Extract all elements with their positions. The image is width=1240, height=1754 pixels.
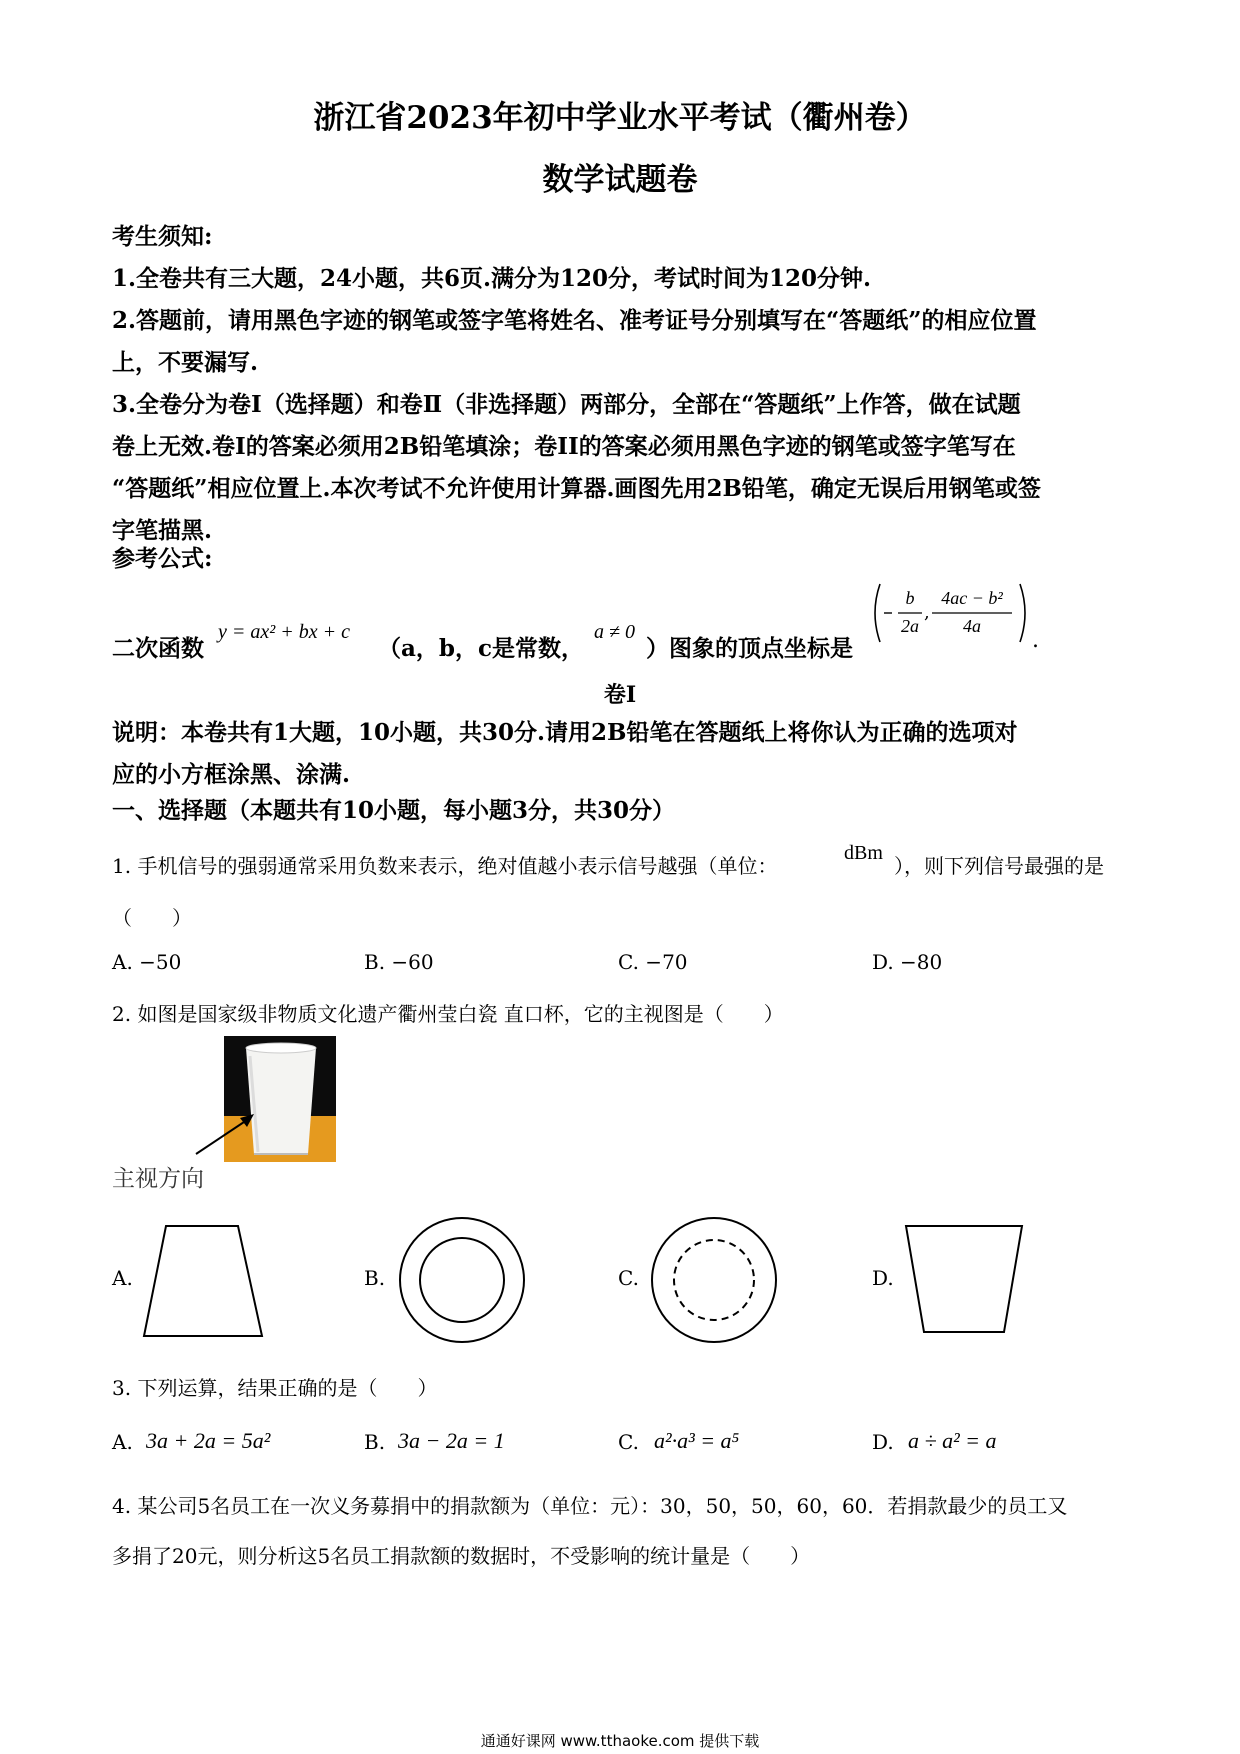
q2-option-a-label[interactable]: A. [112,1266,133,1290]
q2-option-d-inverted-trapezoid[interactable] [904,1224,1024,1336]
q3-option-a-expr[interactable]: 3a + 2a = 5a² [146,1428,271,1453]
q3-option-b-expr[interactable]: 3a − 2a = 1 [398,1428,505,1453]
q3-option-c-expr[interactable]: a²·a³ = a⁵ [654,1428,740,1453]
formula-condition: a ≠ 0 [594,621,635,643]
formula-period: . [1032,628,1039,653]
formula-mid: （a，b，c是常数， [378,635,584,662]
q2-option-d-label[interactable]: D. [872,1266,894,1290]
notice-item-3-line2: 卷上无效.卷Ⅰ的答案必须用2B铅笔填涂；卷II的答案必须用黑色字迹的钢笔或签字笔写在 [112,433,1016,460]
q3-option-d-expr[interactable]: a ÷ a² = a [908,1428,997,1453]
q3-option-c-label[interactable]: C. [618,1430,639,1454]
page-footer: 通通好课网 www.tthaoke.com 提供下载 [480,1732,760,1750]
q1-option-c[interactable]: C. −70 [618,950,688,974]
notice-heading: 考生须知: [112,223,213,250]
notice-item-2-line1: 2.答题前，请用黑色字迹的钢笔或签字笔将姓名、准考证号分别填写在“答题纸”的相应位置 [112,307,1037,334]
q1-text-line2: （ ） [112,906,192,930]
q1-text-line1: 1. 手机信号的强弱通常采用负数来表示，绝对值越小表示信号越强（单位： [112,854,778,878]
q2-option-b-concentric-circles[interactable] [396,1214,528,1346]
vertex-y-denominator: 4a [963,616,981,636]
q1-option-d[interactable]: D. −80 [872,950,943,974]
exam-subtitle: 数学试题卷 [542,162,698,198]
view-direction-label: 主视方向 [112,1166,204,1192]
q1-option-a[interactable]: A. −50 [112,950,182,974]
formula-function: y = ax² + bx + c [218,621,350,643]
q3-text: 3. 下列运算，结果正确的是（ ） [112,1376,438,1400]
notice-item-3-line3: “答题纸”相应位置上.本次考试不允许使用计算器.画图先用2B铅笔，确定无误后用钢笔或签 [112,475,1041,502]
vertex-formula [870,580,1030,646]
notice-item-2-line2: 上，不要漏写. [112,349,259,376]
formula-prefix: 二次函数 [112,635,204,662]
section-note-line2: 应的小方框涂黑、涂满. [112,761,351,788]
view-direction-arrow [192,1108,262,1158]
notice-item-1: 1.全卷共有三大题，24小题，共6页.满分为120分，考试时间为120分钟. [112,265,872,292]
q2-option-c-label[interactable]: C. [618,1266,639,1290]
q3-option-d-label[interactable]: D. [872,1430,894,1454]
vertex-y-numerator: 4ac − b² [941,588,1003,608]
formula-suffix: ）图象的顶点坐标是 [646,635,853,662]
formula-heading: 参考公式: [112,545,213,572]
vertex-x-numerator: b [905,588,915,608]
section-note-line1: 说明：本卷共有1大题，10小题，共30分.请用2B铅笔在答题纸上将你认为正确的选项对 [112,719,1018,746]
q1-text-line1-end: ），则下列信号最强的是 [894,854,1104,878]
vertex-x-denominator: 2a [901,616,919,636]
q4-text-line2: 多捐了20元，则分析这5名员工捐款额的数据时，不受影响的统计量是（ ） [112,1544,811,1568]
q1-option-b[interactable]: B. −60 [364,950,434,974]
notice-item-3-line4: 字笔描黑. [112,517,213,544]
q1-unit: dBm [844,842,883,864]
q3-option-a-label[interactable]: A. [112,1430,133,1454]
q2-option-b-label[interactable]: B. [364,1266,386,1290]
q2-text: 2. 如图是国家级非物质文化遗产衢州莹白瓷 直口杯，它的主视图是（ ） [112,1002,784,1026]
exam-title: 浙江省2023年初中学业水平考试（衢州卷） [313,100,927,136]
notice-item-3-line1: 3.全卷分为卷Ⅰ（选择题）和卷Ⅱ（非选择题）两部分，全部在“答题纸”上作答，做在试题 [112,391,1021,418]
part-one-heading: 一、选择题（本题共有10小题，每小题3分，共30分） [112,797,676,824]
q3-option-b-label[interactable]: B. [364,1430,386,1454]
vertex-comma: , [924,602,930,623]
q4-text-line1: 4. 某公司5名员工在一次义务募捐中的捐款额为（单位：元）：30，50，50，60，60．若捐款最少的员工又 [112,1494,1068,1518]
q2-option-c-dashed-circles[interactable] [648,1214,780,1346]
q2-option-a-trapezoid[interactable] [142,1224,268,1342]
section-title: 卷Ⅰ [603,682,637,708]
